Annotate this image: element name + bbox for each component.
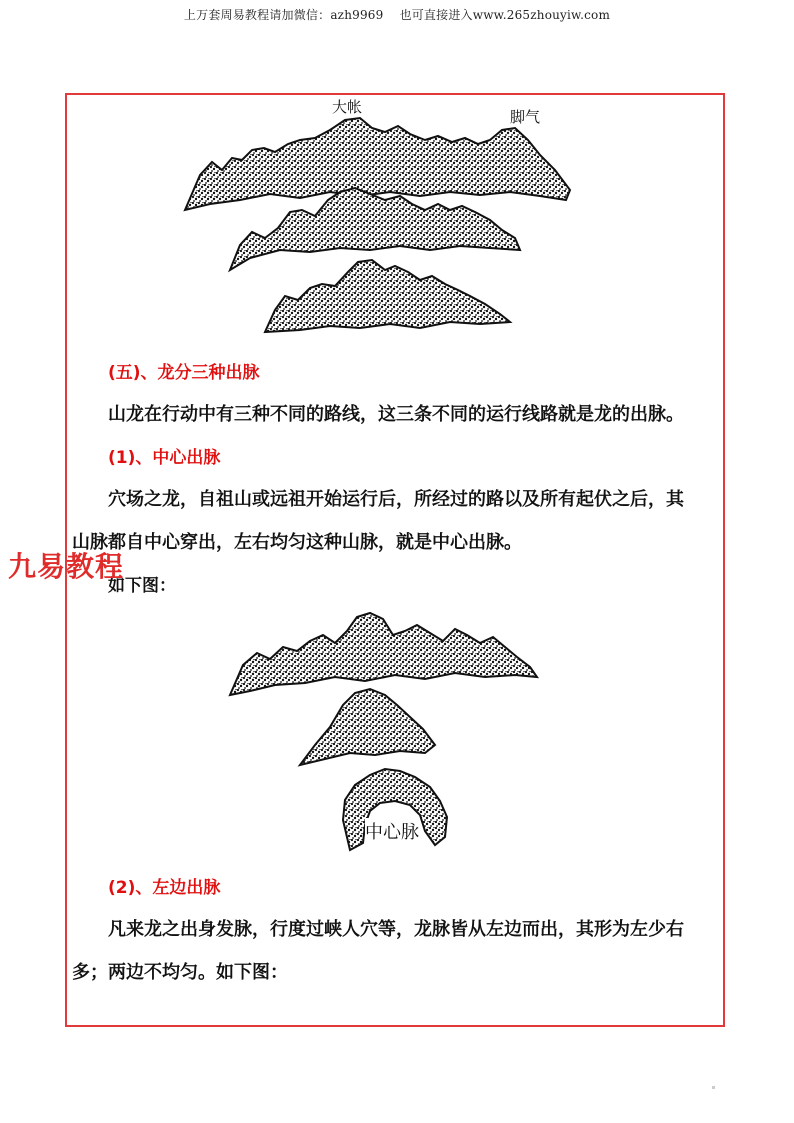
footer-mark — [712, 1086, 715, 1089]
mountain-figure-1 — [180, 100, 580, 340]
figure2-label-center-vein: 中心脉 — [365, 818, 419, 844]
header-wechat-text: 上万套周易教程请加微信：azh9969 — [183, 8, 384, 22]
subsection2-line-1: 凡来龙之出身发脉，行度过峡人穴等，龙脉皆从左边而出，其形为左少右 — [108, 919, 684, 940]
figure1-label-top: 大帐 — [332, 98, 363, 116]
mountain-ranges-illustration — [180, 100, 580, 340]
subsection-heading-2: (2)、左边出脉 — [108, 878, 221, 898]
watermark-logo: 九易教程 — [8, 550, 125, 583]
section-intro: 山龙在行动中有三种不同的路线，这三条不同的运行线路就是龙的出脉。 — [108, 404, 684, 425]
mountain-figure-2 — [225, 605, 545, 855]
section-heading: (五)、龙分三种出脉 — [108, 363, 260, 383]
header-website-text: 也可直接进入www.265zhouyiw.com — [399, 8, 611, 22]
subsection2-line-2: 多；两边不均匀。如下图： — [72, 962, 288, 983]
subsection-heading-1: (1)、中心出脉 — [108, 448, 221, 468]
subsection1-line-2: 山脉都自中心穿出，左右均匀这种山脉，就是中心出脉。 — [72, 532, 522, 553]
figure1-label-right: 脚气 — [510, 108, 541, 126]
subsection1-line-3: 如下图： — [108, 576, 176, 596]
subsection1-line-1: 穴场之龙，自祖山或远祖开始运行后，所经过的路以及所有起伏之后，其 — [108, 489, 684, 510]
page-header — [0, 6, 794, 23]
